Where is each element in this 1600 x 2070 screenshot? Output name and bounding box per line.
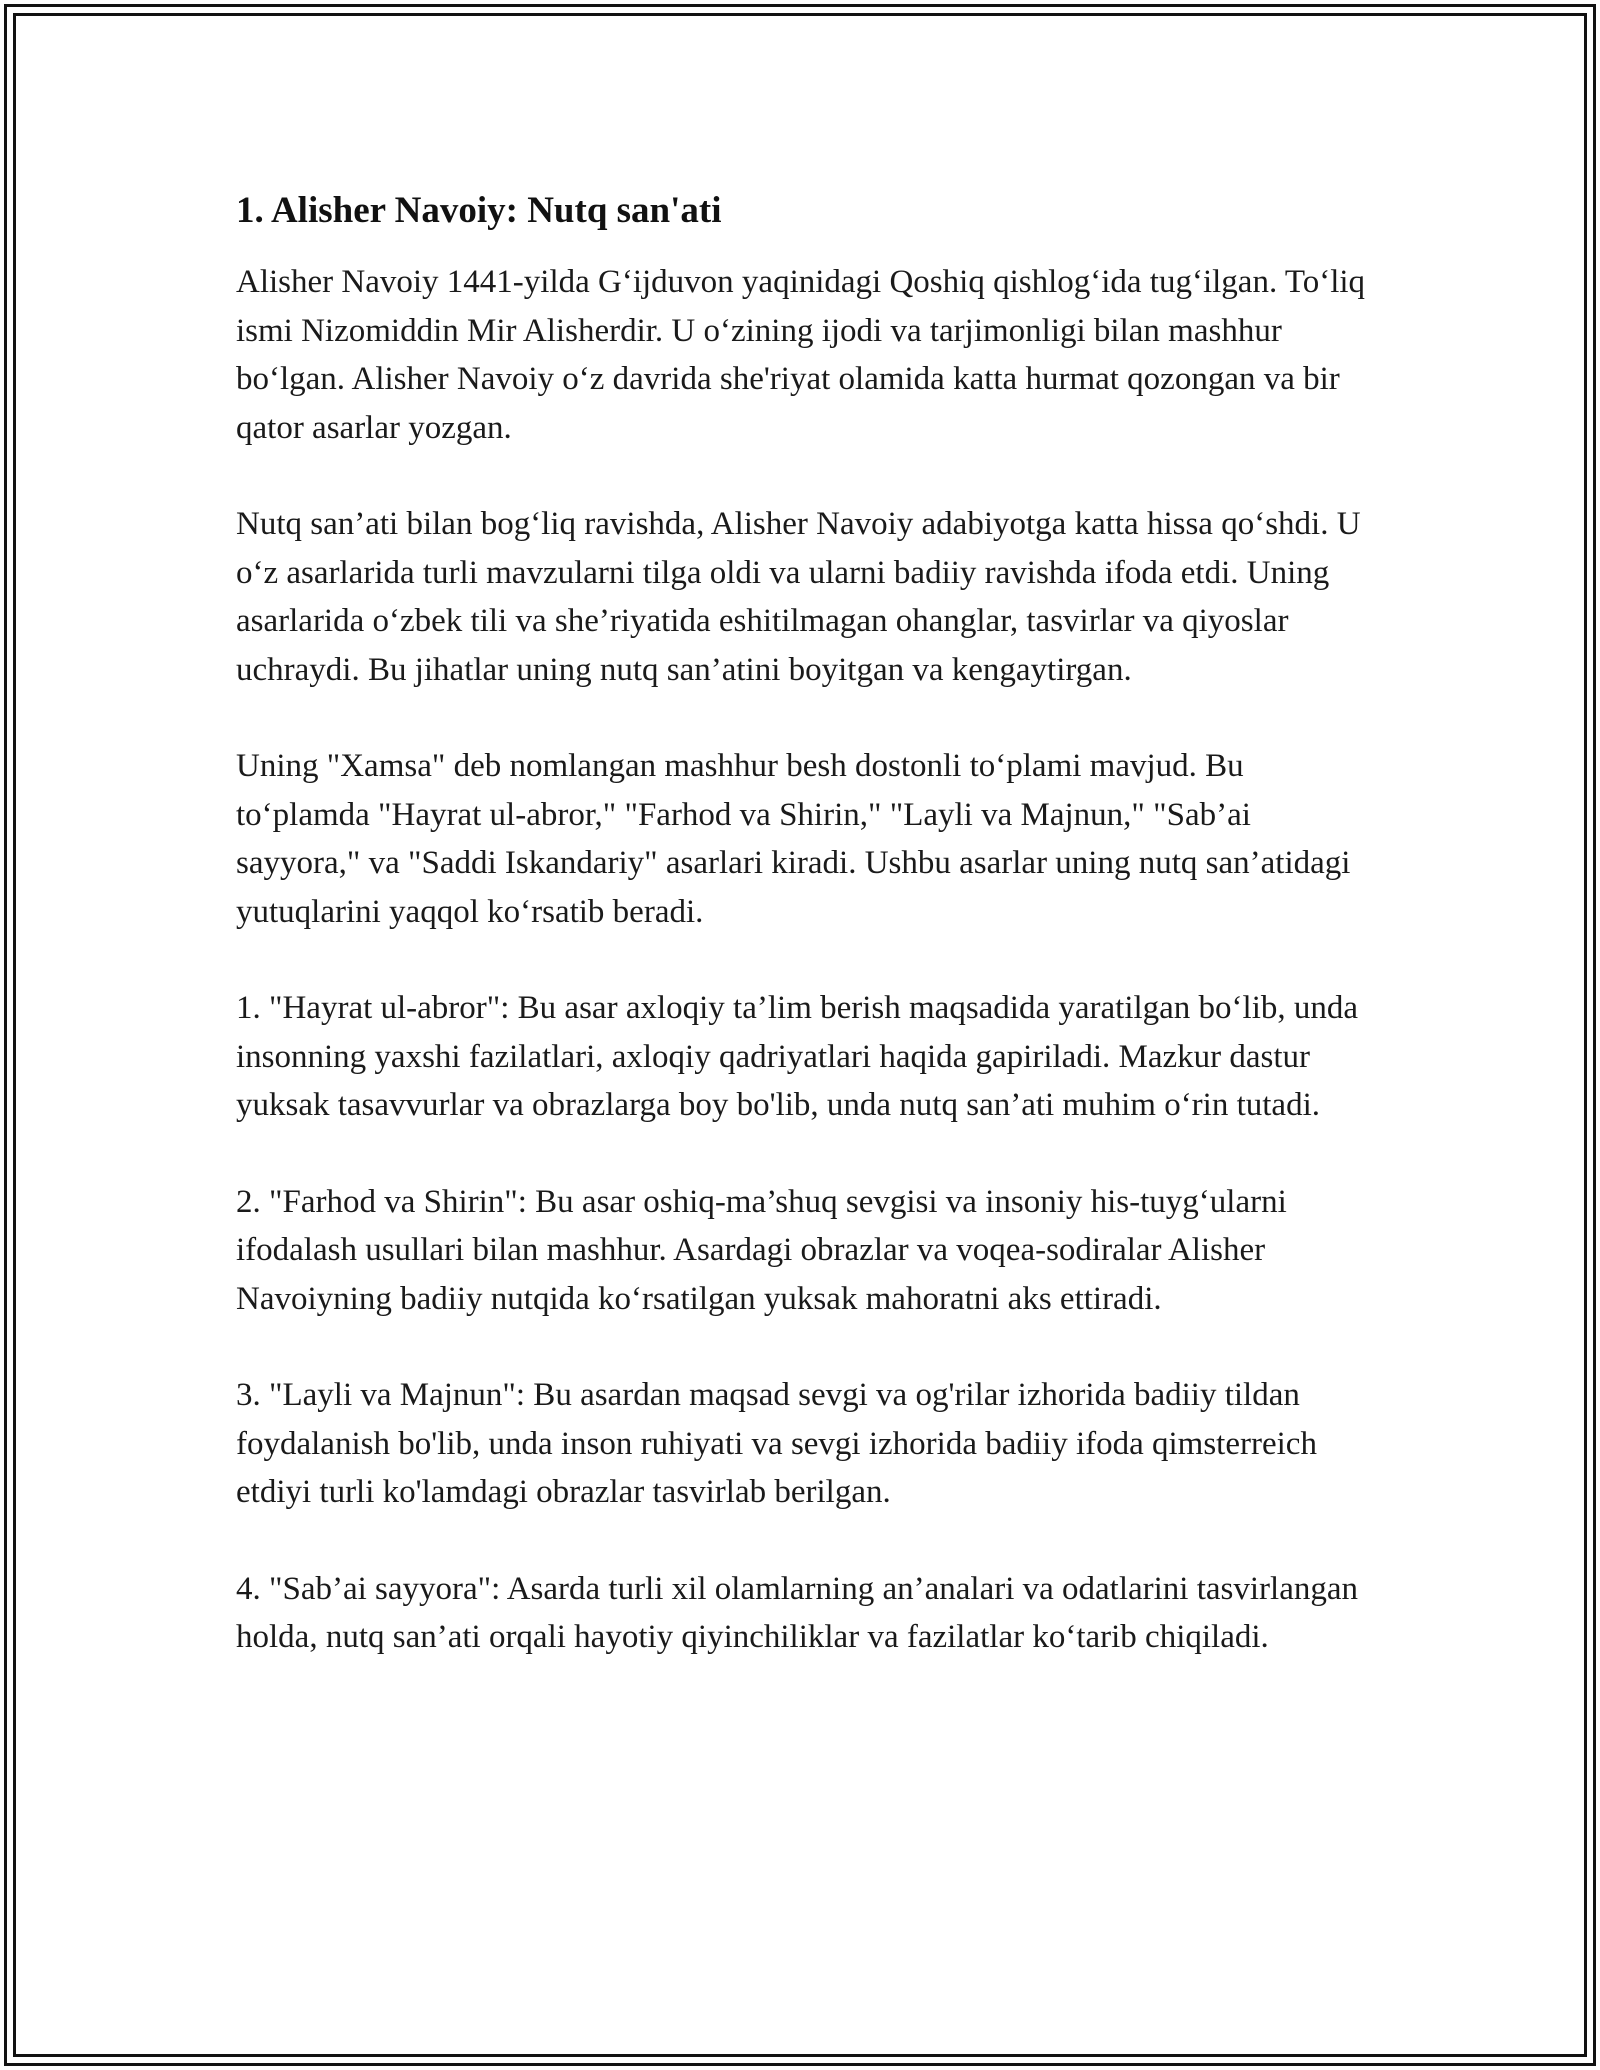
list-item-layli-va-majnun: 3. "Layli va Majnun": Bu asardan maqsad sevgi va og'rilar izhorida badiiy tildan foydalanish bo'lib, unda inson ruhiyati va sevgi izhorida badiiy ifoda qimsterreich etdiyi turli ko'lamdagi obrazlar tasvirlab berilgan. bbox=[236, 1377, 1317, 1510]
section-title: 1. Alisher Navoiy: Nutq san'ati bbox=[236, 190, 722, 231]
list-item-farhod-va-shirin: 2. "Farhod va Shirin": Bu asar oshiq-ma’shuq sevgisi va insoniy his-tuyg‘ularni ifodalash usullari bilan mashhur. Asardagi obrazlar va voqea-sodiralar Alisher Navoiyning badiiy nutqida ko‘rsatilgan yuksak mahoratni aks ettiradi. bbox=[236, 1183, 1287, 1317]
list-item-sabai-sayyora: 4. "Sab’ai sayyora": Asarda turli xil olamlarning an’analari va odatlarini tasvirlangan holda, nutq san’ati orqali hayotiy qiyinchiliklar va fazilatlar ko‘tarib chiqiladi. bbox=[236, 1570, 1358, 1655]
paragraph-contribution: Nutq san’ati bilan bog‘liq ravishda, Alisher Navoiy adabiyotga katta hissa qo‘shdi. U o‘z asarlarida turli mavzularni tilga oldi va ularni badiiy ravishda ifoda etdi. Uning asarlarida o‘zbek tili va she’riyatida eshitilmagan ohanglar, tasvirlar va qiyoslar uchraydi. Bu jihatlar uning nutq san’atini boyitgan va kengaytirgan. bbox=[236, 506, 1361, 688]
paragraph-xamsa: Uning "Xamsa" deb nomlangan mashhur besh dostonli to‘plami mavjud. Bu to‘plamda "Hayrat ul-abror," "Farhod va Shirin," "Layli va Majnun," "Sab’ai sayyora," va "Saddi Iskandariy" asarlari kiradi. Ushbu asarlar uning nutq san’atidagi yutuqlarini yaqqol ko‘rsatib beradi. bbox=[236, 748, 1351, 930]
list-item-hayrat-ul-abror: 1. "Hayrat ul-abror": Bu asar axloqiy ta’lim berish maqsadida yaratilgan bo‘lib, unda insonning yaxshi fazilatlari, axloqiy qadriyatlari haqida gapiriladi. Mazkur dastur yuksak tasavvurlar va obrazlarga boy bo'lib, unda nutq san’ati muhim o‘rin tutadi. bbox=[236, 990, 1359, 1123]
document-body bbox=[236, 186, 1376, 1710]
paragraph-biography: Alisher Navoiy 1441-yilda G‘ijduvon yaqinidagi Qoshiq qishlog‘ida tug‘ilgan. To‘liq ismi Nizomiddin Mir Alisherdir. U o‘zining ijodi va tarjimonligi bilan mashhur bo‘lgan. Alisher Navoiy o‘z davrida she'riyat olamida katta hurmat qozongan va bir qator asarlar yozgan. bbox=[236, 264, 1366, 446]
